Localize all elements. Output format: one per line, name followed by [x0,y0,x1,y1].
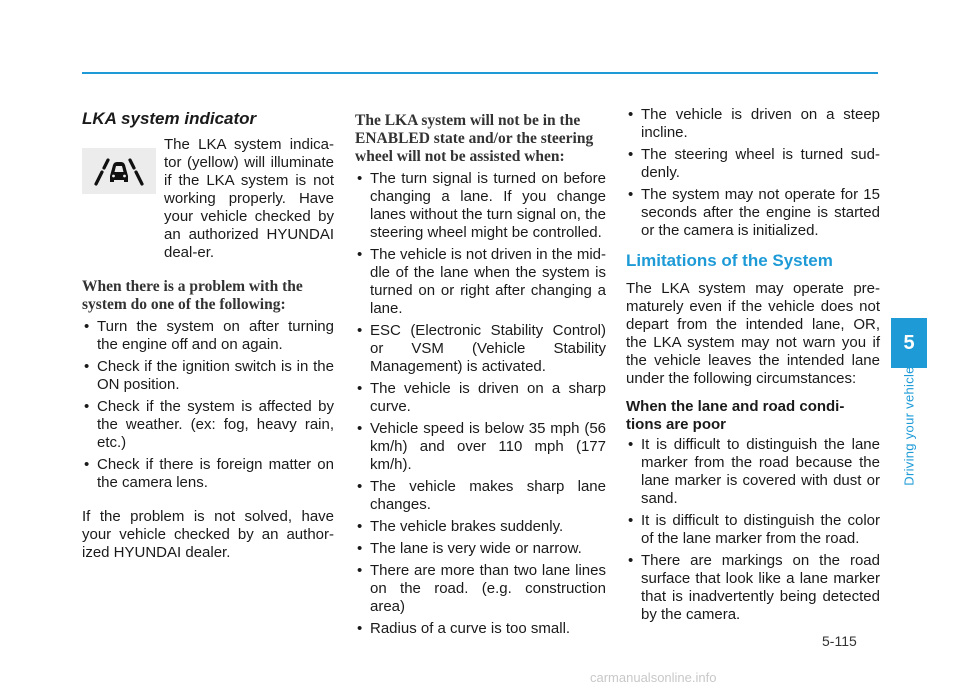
limitations-list [626,436,880,624]
watermark: carmanualsonline.info [590,670,717,685]
list-item: • The steering wheel is turned sud-denly. [626,146,880,182]
list-item: • Check if the ignition switch is in the ON position. [82,358,334,394]
indicator-text: The LKA system indica-tor (yellow) will illuminate if the LKA system is not working properly. Have your vehicle checked by an authorized HYUNDAI deal-er. [164,136,334,261]
list-item: • ESC (Electronic Stability Control) or VSM (Vehicle Stability Management) is activated. [355,322,606,376]
page-number: 5-115 [822,633,857,649]
not-enabled-list [355,170,606,638]
list-item: • The system may not operate for 15 seconds after the engine is started or the camera is initialized. [626,186,880,240]
chapter-label: Driving your vehicle [901,366,917,486]
list-item: • The vehicle is not driven in the mid-dle of the lane when the system is turned on or right after changing a lane. [355,246,606,318]
list-item: • The vehicle is driven on a steep incline. [626,106,880,142]
list-item: • There are markings on the road surface that look like a lane marker that is inadvertently being detected by the camera. [626,552,880,624]
lka-indicator-icon [82,148,156,194]
limitations-heading: Limitations of the System [626,251,833,270]
top-rule [82,72,878,74]
list-item: • Check if there is foreign matter on the camera lens. [82,456,334,492]
list-item: • It is difficult to distinguish the color of the lane marker from the road. [626,512,880,548]
indicator-block [82,136,334,262]
problem-list [82,318,334,492]
chapter-tab: 5 [891,318,927,368]
list-item: • It is difficult to distinguish the lane marker from the road because the lane marker is covered with dust or sand. [626,436,880,508]
list-item: • The lane is very wide or narrow. [355,540,606,558]
conditions-subheading: When the lane and road condi-tions are poor [626,398,845,433]
list-item: • Turn the system on after turning the engine off and on again. [82,318,334,354]
column-1 [82,106,334,562]
column-3 [626,106,880,628]
list-item: • There are more than two lane lines on the road. (e.g. construction area) [355,562,606,616]
problem-footer: If the problem is not solved, have your vehicle checked by an author-ized HYUNDAI dealer. [82,508,334,561]
limitations-text: The LKA system may operate pre-maturely even if the vehicle does not depart from the intended lane, OR, the LKA system may not warn you if the vehicle leaves the intended lane under the following circumstances: [626,280,880,387]
more-conditions-list [626,106,880,240]
list-item: • The vehicle makes sharp lane changes. [355,478,606,514]
column-2 [355,106,606,642]
list-item: • The vehicle brakes suddenly. [355,518,606,536]
list-item: • Vehicle speed is below 35 mph (56 km/h) and over 110 mph (177 km/h). [355,420,606,474]
not-enabled-heading: The LKA system will not be in the ENABLED state and/or the steering wheel will not be assisted when: [355,112,594,165]
problem-heading: When there is a problem with the system do one of the following: [82,278,303,313]
indicator-heading: LKA system indicator [82,109,257,128]
list-item: • The turn signal is turned on before changing a lane. If you change lanes without the turn signal on, the steering wheel might be controlled. [355,170,606,242]
list-item: • The vehicle is driven on a sharp curve. [355,380,606,416]
list-item: • Check if the system is affected by the weather. (ex: fog, heavy rain, etc.) [82,398,334,452]
list-item: • Radius of a curve is too small. [355,620,606,638]
